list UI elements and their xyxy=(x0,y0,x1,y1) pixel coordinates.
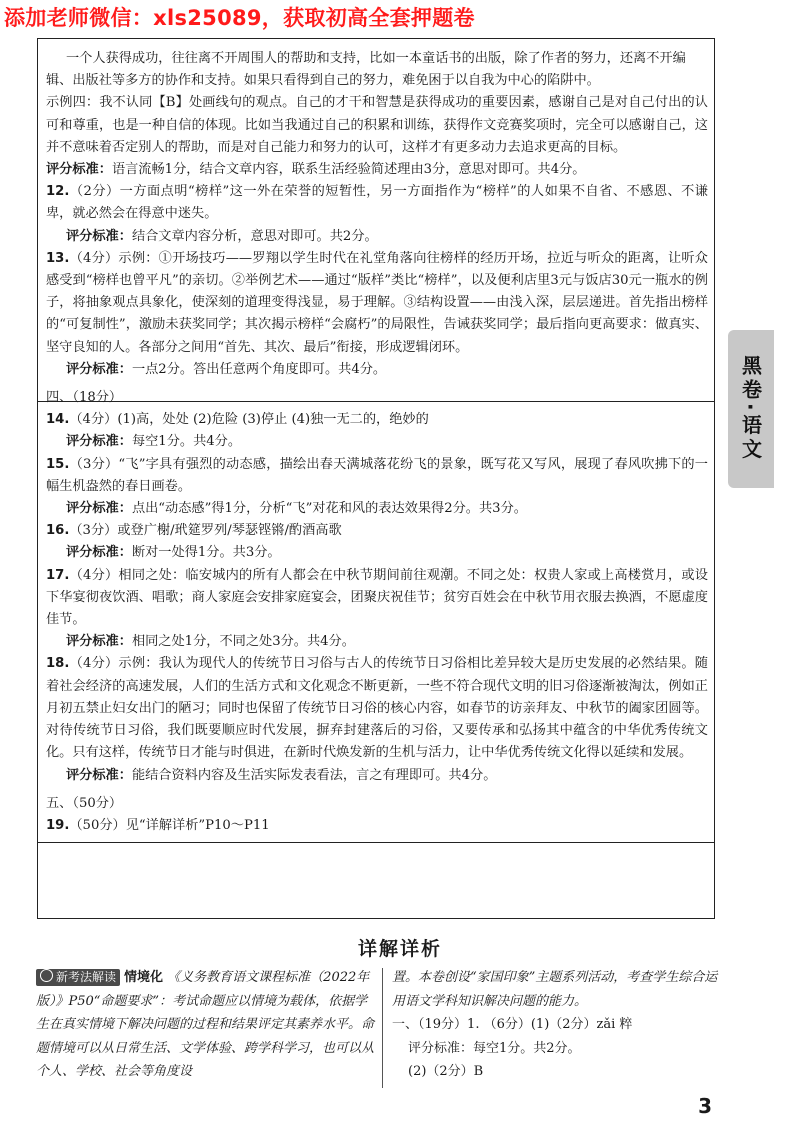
rubric: 评分标准：每空1分。共4分。 xyxy=(66,434,242,450)
new-method-badge: 新考法解读 xyxy=(36,969,120,986)
question-17: 17.（4分）相同之处：临安城内的所有人都会在中秋节期间前往观潮。不同之处：权贵人家或上高楼赏月，或设下华宴彻夜饮酒、唱歌；商人家庭会安排家庭宴会，团聚庆祝佳节；贫穷百姓会在中秋节用衣服去换酒，不愿虚度佳节。 xyxy=(46,567,708,628)
question-19: 19.（50分）见“详解详析”P10～P11 xyxy=(46,817,270,833)
promo-banner: 添加老师微信：xls25089，获取初高全套押题卷 xyxy=(4,6,475,30)
q1-answer: 一、（19分）1. （6分）(1)（2分）zǎi 粹 xyxy=(392,1017,633,1032)
rubric: 评分标准：一点2分。答出任意两个角度即可。共4分。 xyxy=(66,361,387,377)
rubric: 评分标准：点出“动态感”得1分，分析“飞”对花和风的表达效果得2分。共3分。 xyxy=(66,501,527,517)
q1-part2: (2)（2分）B xyxy=(408,1064,484,1079)
details-left-column xyxy=(36,966,378,1084)
rubric: 评分标准：能结合资料内容及生活实际发表看法，言之有理即可。共4分。 xyxy=(66,767,497,783)
question-14: 14.（4分）(1)高，处处 (2)危险 (3)停止 (4)独一无二的，绝妙的 xyxy=(46,412,429,428)
question-13: 13.（4分）示例：①开场技巧——罗翔以学生时代在礼堂角落向往榜样的经历开场，拉近与听众的距离，让听众感受到“榜样也曾平凡”的亲切。②举例艺术——通过“版样”类比“榜样”，以及便利店里3元与饭店30元一瓶水的例子，将抽象观点具象化，使深刻的道理变得浅显，易于理解。③结构设置——由浅入深，层层递进。首先指出榜样的“可复制性”，激励未获奖同学；其次揭示榜样“会腐朽”的局限性，告诫获奖同学；最后指向更高要求：做真实、坚守良知的人。各部分之间用“首先、其次、最后”衔接，形成逻辑闭环。 xyxy=(46,250,708,355)
rubric: 评分标准：断对一处得1分。共3分。 xyxy=(66,545,281,561)
column-divider xyxy=(382,968,383,1088)
page-number: 3 xyxy=(698,1094,712,1118)
text-line: 辑、出版社等多方的协作和支持。如果只看得到自己的努力，难免困于以自我为中心的陷阱中。 xyxy=(46,73,600,89)
details-title: 详解详析 xyxy=(357,938,442,960)
rubric: 评分标准：语言流畅1分，结合文章内容，联系生活经验简述理由3分，意思对即可。共4分。 xyxy=(46,162,586,178)
example-four: 示例四：我不认同【B】处画线句的观点。自己的才干和智慧是获得成功的重要因素，感谢自己是对自己付出的认可和尊重，也是一种自信的体现。比如当我通过自己的积累和训练，获得作文竞赛奖项时，完全可以感谢自己，这并不意味着否定别人的帮助，而是对自己能力和努力的认可，这样才有更多动力去追求更高的目标。 xyxy=(46,95,708,155)
details-left-text: 《义务教育语文课程标准（2022年版）》P50“命题要求”：考试命题应以情境为载体，依据学生在真实情境下解决问题的过程和结果评定其素养水平。命题情境可以从日常生活、文学体验、跨学科学习，也可以从个人、学校、社会等角度设 xyxy=(36,970,375,1079)
answer-content xyxy=(46,48,708,837)
section-heading-4: 四、（18分） xyxy=(46,390,123,406)
section-heading-5: 五、（50分） xyxy=(46,795,123,811)
rubric: 评分标准：相同之处1分，不同之处3分。共4分。 xyxy=(66,634,355,650)
details-right-column xyxy=(392,966,722,1084)
keyword: 情境化 xyxy=(124,970,164,985)
section-divider xyxy=(38,842,714,843)
subject-tab: 黑卷·语文 xyxy=(728,330,774,488)
details-right-text: 置。本卷创设“家国印象”主题系列活动，考查学生综合运用语文学科知识解决问题的能力。 xyxy=(392,970,718,1009)
question-18: 18.（4分）示例：我认为现代人的传统节日习俗与古人的传统节日习俗相比差异较大是历史发展的必然结果。随着社会经济的高速发展，人们的生活方式和文化观念不断更新，一些不符合现代文明的旧习俗逐渐被淘汰，例如正月初五禁止妇女出门的陋习；同时也保留了传统节日习俗的核心内容，如春节的访亲拜友、中秋节的阖家团圆等。对待传统节日习俗，我们既要顺应时代发展，摒弃封建落后的习俗，又要传承和弘扬其中蕴含的中华优秀传统文化。只有这样，传统节日才能与时俱进，在新时代焕发新的生机与活力，让中华优秀传统文化得以延续和发展。 xyxy=(46,656,708,761)
question-15: 15.（3分）“飞”字具有强烈的动态感，描绘出春天满城落花纷飞的景象，既写花又写风，展现了春风吹拂下的一幅生机盎然的春日画卷。 xyxy=(46,456,708,494)
text-line: 一个人获得成功，往往离不开周围人的帮助和支持，比如一本童话书的出版，除了作者的努力，还离不开编 xyxy=(66,51,686,66)
question-12: 12.（2分）一方面点明“榜样”这一外在荣誉的短暂性，另一方面指作为“榜样”的人如果不自省、不感恩、不谦卑，就必然会在得意中迷失。 xyxy=(46,184,708,222)
rubric: 评分标准：结合文章内容分析，意思对即可。共2分。 xyxy=(66,228,378,244)
question-16: 16.（3分）或登广榭/玳筵罗列/琴瑟铿锵/酌酒高歌 xyxy=(46,523,342,539)
q1-rubric: 评分标准：每空1分。共2分。 xyxy=(408,1040,581,1056)
lightbulb-icon xyxy=(40,969,53,982)
